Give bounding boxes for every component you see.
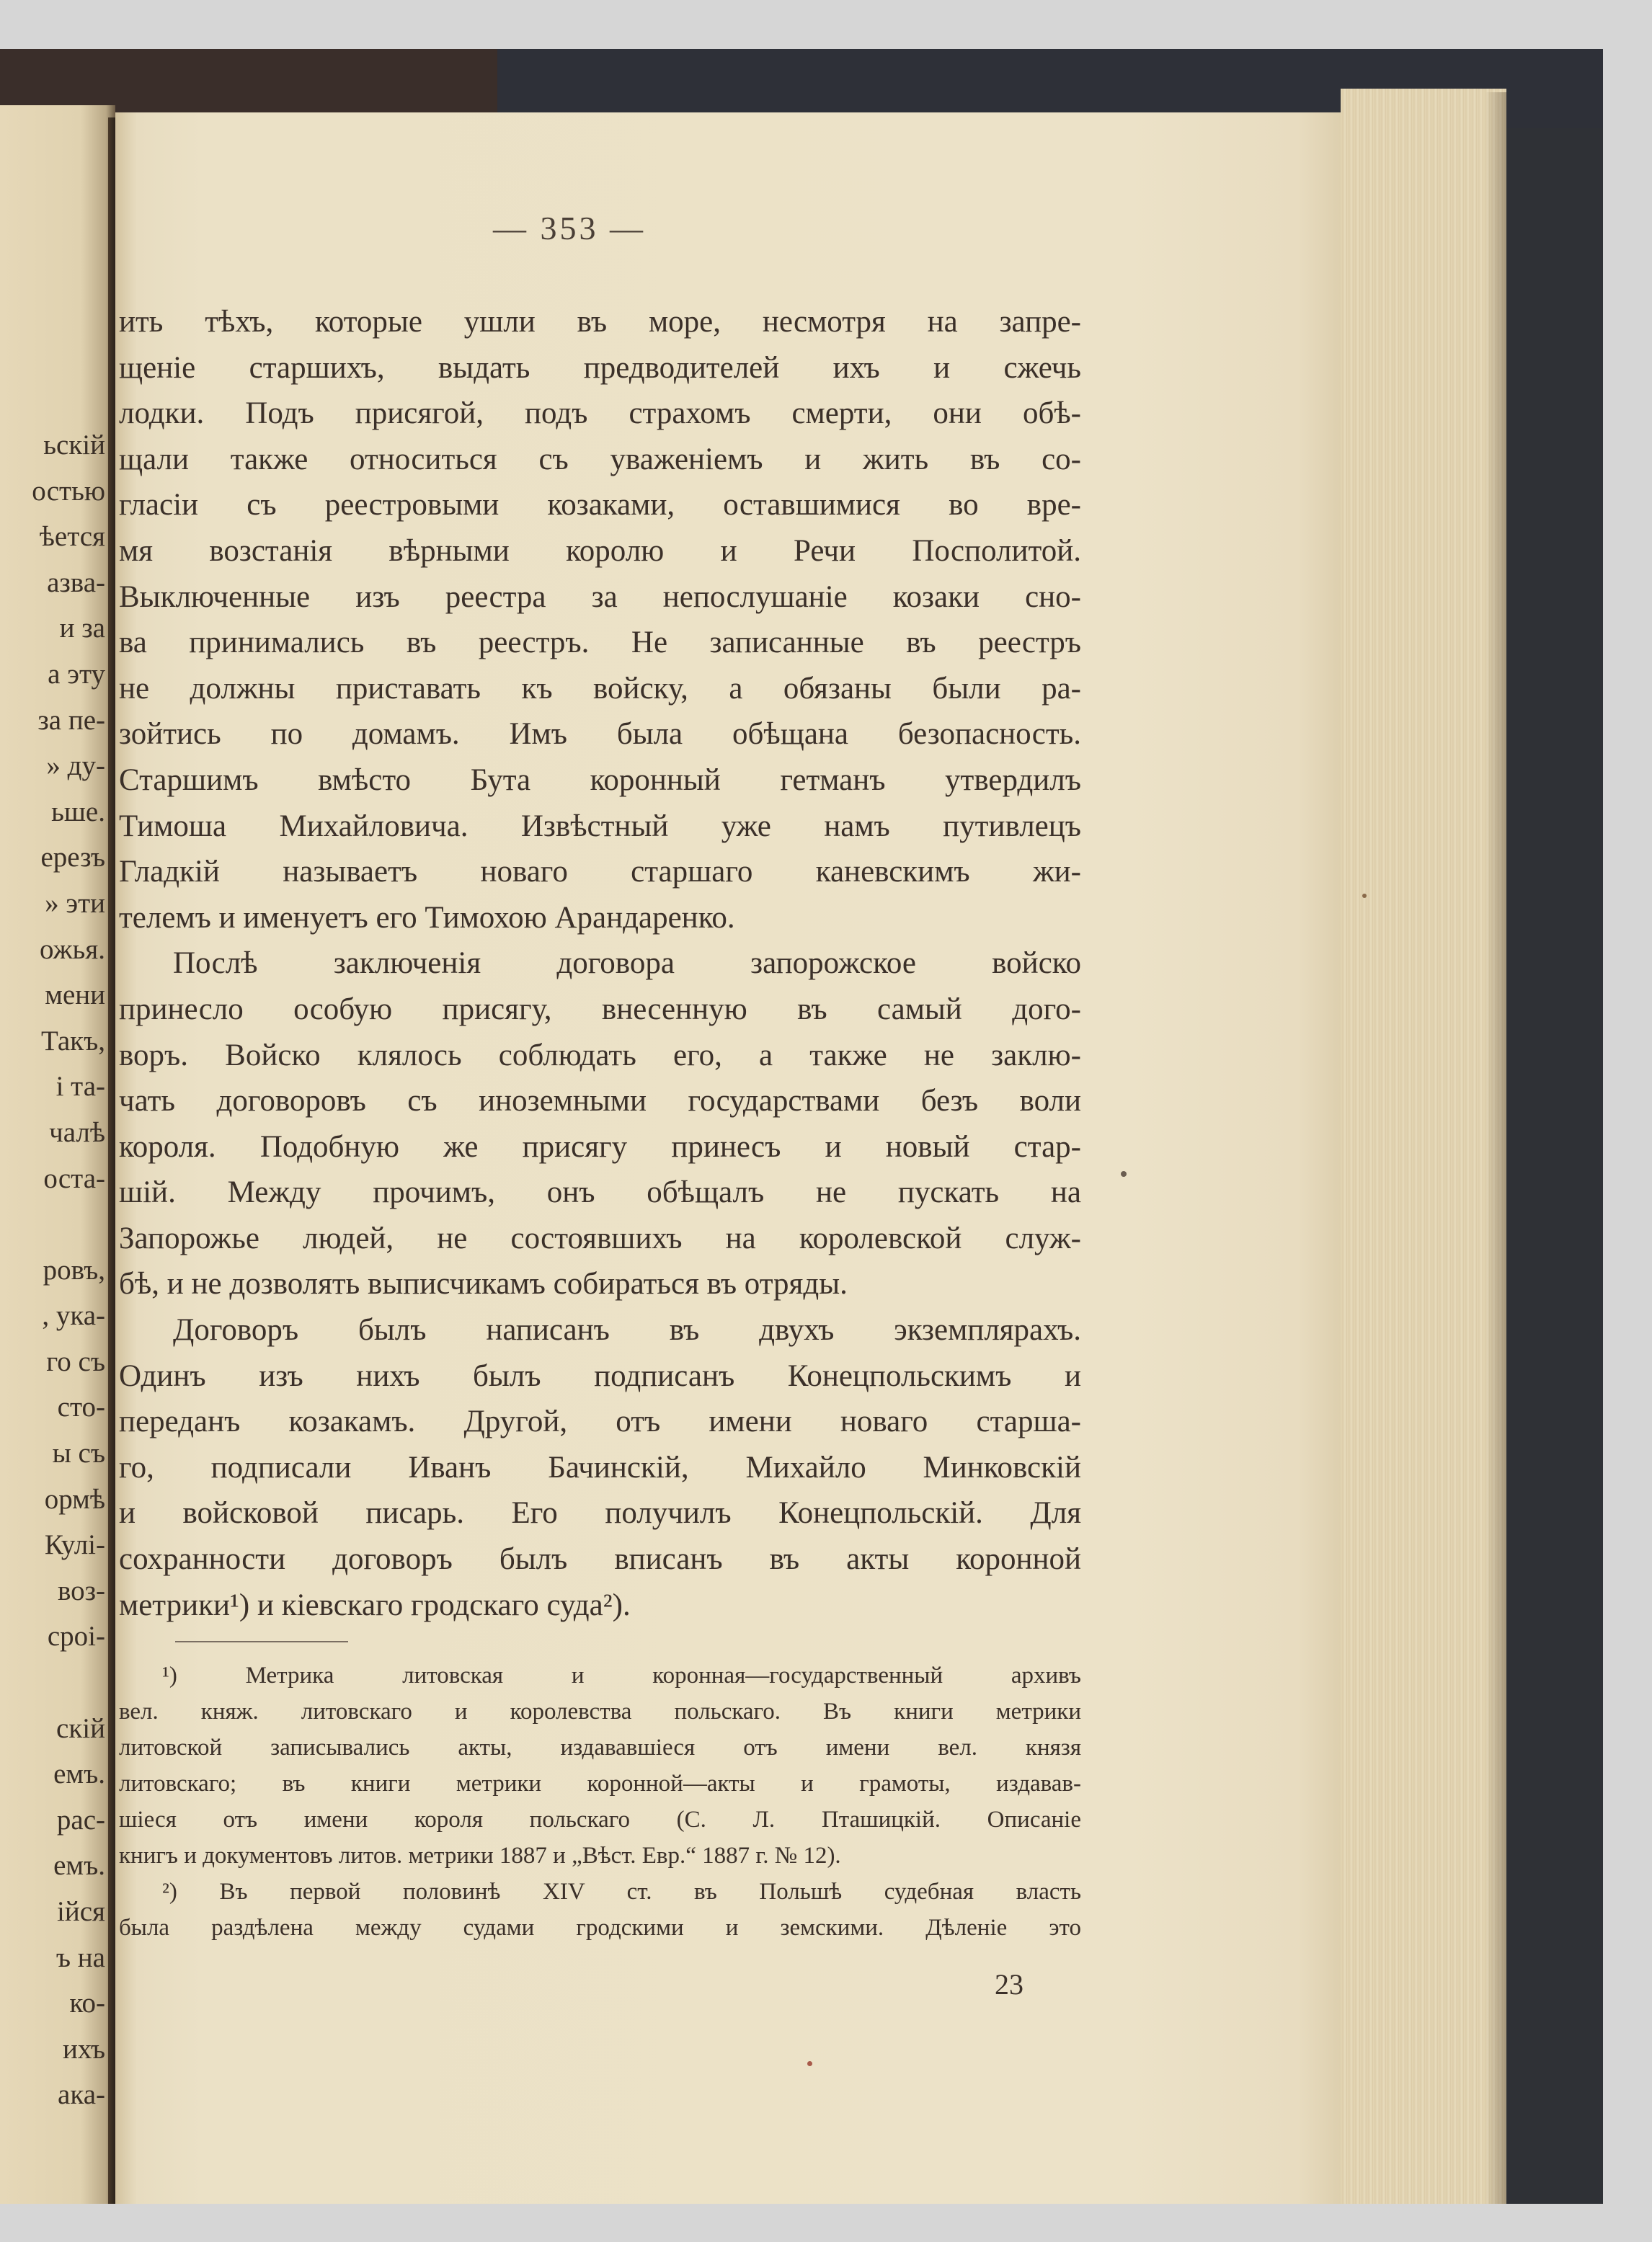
- text-line: бѣ, и не дозволять выписчикамъ собираться въ отряды.: [119, 1267, 848, 1302]
- text-line: гласіи съ реестровыми козаками, оставшимися во вре-: [119, 488, 1081, 522]
- text-line: го, подписали Иванъ Бачинскій, Михайло Минковскій: [119, 1450, 1081, 1485]
- footnote-line: вел. княж. литовскаго и королевства польскаго. Въ книги метрики: [119, 1699, 1081, 1725]
- left-page-fragment: ровъ,: [43, 1254, 105, 1286]
- left-page-fragment: ихъ: [62, 2033, 105, 2065]
- footnote-line: литовской записывались акты, издававшіеся отъ имени вел. князя: [119, 1735, 1081, 1761]
- left-page-fragment: го съ: [46, 1345, 105, 1377]
- text-line: воръ. Войско клялось соблюдать его, а также не заклю-: [119, 1038, 1081, 1072]
- left-page-fragment: і та-: [55, 1071, 105, 1103]
- footnote-line: ²) Въ первой половинѣ XIV ст. въ Польшѣ судебная власть: [162, 1879, 1081, 1905]
- left-page-fragment: рас-: [56, 1804, 105, 1836]
- text-line: лодки. Подъ присягой, подъ страхомъ смерти, они обѣ-: [119, 396, 1081, 431]
- left-page-fragment: чалѣ: [49, 1116, 105, 1148]
- left-page-fragment: ійся: [57, 1896, 105, 1927]
- signature-mark: 23: [995, 1968, 1023, 2001]
- text-line: Гладкій называетъ новаго старшаго каневскимъ жи-: [119, 855, 1081, 889]
- left-page-fragment: , ука-: [42, 1300, 105, 1332]
- left-page-fragment: ко-: [69, 1988, 105, 2019]
- text-line: переданъ козакамъ. Другой, отъ имени новаго старша-: [119, 1405, 1081, 1439]
- text-line: Одинъ изъ нихъ былъ подписанъ Конецпольскимъ и: [119, 1358, 1081, 1393]
- text-line: ить тѣхъ, которые ушли въ море, несмотря на запре-: [119, 305, 1081, 339]
- left-page-fragment: ъ на: [55, 1941, 105, 1973]
- footnote-line: книгъ и документовъ литов. метрики 1887 и „Вѣст. Евр.“ 1887 г. № 12).: [119, 1843, 841, 1869]
- left-page-fragment: ѣется: [39, 521, 105, 553]
- text-line: короля. Подобную же присягу принесъ и новый стар-: [119, 1129, 1081, 1164]
- left-page-fragment: остью: [32, 475, 105, 507]
- text-line: не должны приставать къ войску, а обязаны были ра-: [119, 671, 1081, 706]
- left-page-fragment: ерезъ: [40, 842, 105, 873]
- left-page-fragment: ака-: [58, 2079, 105, 2111]
- text-line: шій. Между прочимъ, онъ обѣщалъ не пускать на: [119, 1175, 1081, 1210]
- text-line: мя возстанія вѣрными королю и Речи Посполитой.: [119, 533, 1081, 568]
- left-page-fragment: ормѣ: [44, 1483, 105, 1515]
- ink-speck: [1121, 1171, 1127, 1177]
- left-page-fragment: емъ.: [53, 1758, 105, 1790]
- left-page-fragment: азва-: [47, 566, 105, 598]
- text-line: Договоръ былъ написанъ въ двухъ экземплярахъ.: [173, 1313, 1081, 1348]
- text-line: метрики¹) и кіевскаго гродскаго суда²).: [119, 1588, 631, 1622]
- left-page-fragment: за пе-: [37, 704, 105, 736]
- left-page-fragment: [0, 1660, 108, 1706]
- body-text: [119, 299, 1081, 1628]
- text-line: зойтись по домамъ. Имъ была обѣщана безопасность.: [119, 717, 1081, 752]
- text-line: ва принимались въ реестръ. Не записанные въ реестръ: [119, 626, 1081, 660]
- text-line: щали также относиться съ уваженіемъ и жить въ со-: [119, 442, 1081, 476]
- left-page-fragment: ы съ: [52, 1438, 105, 1469]
- footnote-line: литовскаго; въ книги метрики коронной—акты и грамоты, издавав-: [119, 1771, 1081, 1797]
- left-page-fragment: ьше.: [51, 796, 105, 827]
- text-line: чать договоровъ съ иноземными государствами безъ воли: [119, 1084, 1081, 1118]
- left-page-fragment: [0, 1201, 108, 1247]
- left-page: [0, 105, 115, 2204]
- text-line: принесло особую присягу, внесенную въ самый дого-: [119, 992, 1081, 1026]
- left-page-fragment: ьскій: [43, 430, 105, 461]
- footnote-line: шіеся отъ имени короля польскаго (С. Л. Пташицкій. Описаніе: [119, 1807, 1081, 1833]
- footnotes: [119, 1658, 1081, 1946]
- left-page-fragment: сто-: [57, 1392, 105, 1423]
- text-line: Послѣ заключенія договора запорожское войско: [173, 946, 1081, 981]
- footnote-line: ¹) Метрика литовская и коронная—государственный архивъ: [162, 1663, 1081, 1689]
- left-page-fragment: и за: [59, 613, 105, 644]
- footnote-rule: [175, 1641, 348, 1642]
- text-line: сохранности договоръ былъ вписанъ въ акты коронной: [119, 1542, 1081, 1577]
- left-page-fragment: а эту: [48, 658, 105, 690]
- page-block-shade: [1485, 92, 1506, 2204]
- text-line: Выключенные изъ реестра за непослушаніе козаки сно-: [119, 579, 1081, 614]
- ink-speck: [1362, 894, 1367, 898]
- page-number: — 353 —: [493, 210, 646, 246]
- left-page-fragment: воз-: [57, 1575, 105, 1606]
- footnote-line: была раздѣлена между судами гродскими и земскими. Дѣленіе это: [119, 1915, 1081, 1941]
- left-page-fragment: оста-: [43, 1162, 105, 1194]
- page-block-edges: [1341, 89, 1506, 2204]
- text-line: телемъ и именуетъ его Тимохою Арандаренко.: [119, 900, 735, 935]
- left-page-fragment: Кулі-: [44, 1529, 105, 1561]
- left-page-fragment: скій: [56, 1712, 105, 1744]
- left-page-fragment: » ду-: [46, 750, 105, 782]
- background-left: [0, 49, 497, 114]
- left-page-fragment: мени: [45, 979, 105, 1011]
- left-page-fragment: ожья.: [40, 933, 105, 965]
- left-page-fragment: Такъ,: [40, 1025, 105, 1057]
- text-line: щеніе старшихъ, выдать предводителей ихъ и сжечь: [119, 350, 1081, 385]
- left-page-fragment: емъ.: [53, 1850, 105, 1882]
- text-line: Тимоша Михайловича. Извѣстный уже намъ путивлецъ: [119, 809, 1081, 843]
- left-page-text: [0, 422, 108, 2118]
- text-line: и войсковой писарь. Его получилъ Конецпольскій. Для: [119, 1496, 1081, 1531]
- text-line: Запорожье людей, не состоявшихъ на королевской служ-: [119, 1221, 1081, 1255]
- left-page-fragment: сроі-: [47, 1621, 105, 1652]
- ink-speck: [807, 2061, 812, 2066]
- text-line: Старшимъ вмѣсто Бута коронный гетманъ утвердилъ: [119, 762, 1081, 797]
- left-page-fragment: » эти: [45, 887, 105, 919]
